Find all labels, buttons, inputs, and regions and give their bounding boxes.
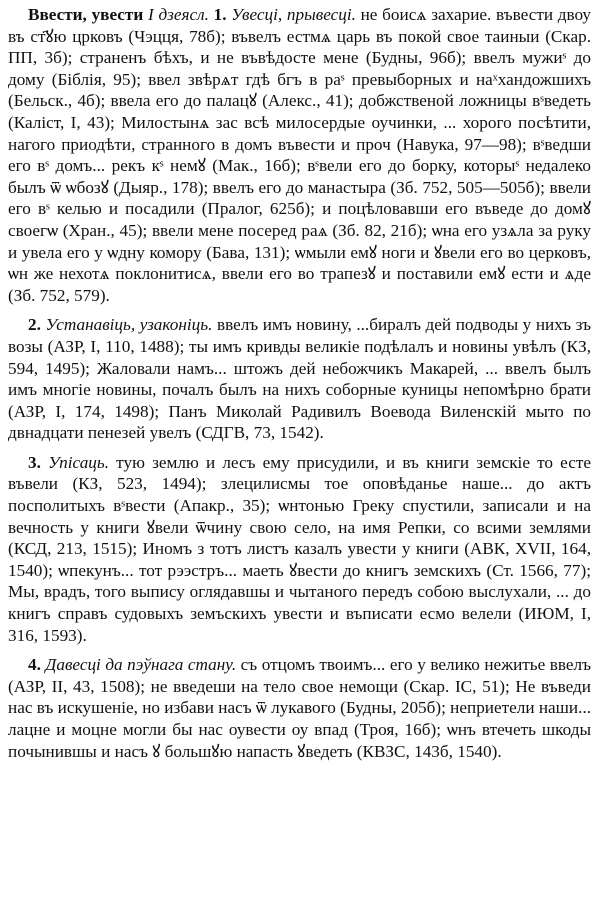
sense-citations: съ отцомъ твоимъ... его у велико нежитье ввелъ (АЗР, II, 43, 1508); не введеши на тело свое немощи (Скар. IC, 51); Не въведи нас въ искушенiе, но избави насъ ѿ лукавого (Будны, 205б); неприетели наши... лацне и моцне могли бы нас оувести оу впад (Троя, 16б); ѡнъ втечеть шкоды почынившы и насъ ꙋ большꙋю напасть ꙋведеть (КВЗС, 143б, 1540). — [8, 655, 591, 761]
sense-gloss: Устанавіць, узаконіць. — [45, 315, 213, 335]
grammar-note: I дзеясл. — [148, 5, 209, 24]
sense-number: 1. — [213, 5, 227, 24]
sense-citations: ввелъ имъ новину, ...биралъ дей подводы у нихъ зъ возы (АЗР, I, 110, 1488); ты имъ кривды великiе подѣлалъ и новины увѣлъ (КЗ, 594, 1495); Жаловали намъ... штожъ дей небожчикъ Макарей, ... ввелъ былъ имъ многiе новины, почалъ былъ на нихъ соборные куницы непомѣрно брати (АЗР, I, 174, 1498); Панъ Миколай Радивилъ Воевода Виленскiй мыто по двнадцати пенезей увелъ (СДГВ, 73, 1542). — [8, 315, 592, 443]
sense-gloss: Увесці, прывесці. — [231, 5, 356, 24]
sense-citations: тую землю и лесъ ему присудили, и въ книги земскiе то есте въвели (КЗ, 523, 1494); злецилисмы тое оповѣданье наше... до актъ посполитыхъ вˢвести (Апакр., 35); ѡнтонью Греку спустили, записали и на вечность у книги ꙋвели ѿчину свою село, на имя Репки, со всими землями (КСД, 213, 1515); Иномъ з тотъ листъ казалъ увести у книги (АВК, XVII, 164, 1540); ѡпекунъ... тот рээстръ... маеть ꙋвести до книгъ земскихъ (Ст. 1566, 77); Мы, врадъ, того выпису оглядавшы и чытаного передъ собою выслухали, ... до книгъ справъ судовыхъ земъскихъ увести и въписати есмо велели (ИЮМ, I, 316, 1593). — [8, 452, 591, 645]
sense-gloss: Давесці да пэўнага стану. — [45, 655, 237, 675]
sense-number: 3. — [28, 452, 41, 472]
sense-4 — [8, 654, 591, 762]
sense-number: 4. — [28, 655, 41, 675]
sense-number: 2. — [28, 315, 41, 335]
headword: Ввести, увести — [28, 5, 144, 24]
sense-citations: не боисѧ захарие. въвести двоу въ ст҃ꙋю црковъ (Чэцця, 78б); въвелъ естмѧ царь въ покой свое таиныи (Скар. ПП, 3б); страненъ бѣхъ, и не въвѣдосте мене (Будны, 96б); ввелъ мужиˢ до дому (Бiблiя, 95); ввел звѣрѧт гдѣ бгъ в раˢ превыборных и наˣхандожшихъ (Бельск., 4б); ввела его до палацꙋ (Алекс., 41); добжственой ложницы вˢведеть (Калiст, I, 43); Милостынѧ зас всѣ милосердые оучинки, ... хорого посѣтити, нагого приодѣти, странного в домъ въвести и проч (Навука, 97—98); вˢведши его вˢ домъ... рекъ кˢ немꙋ (Мак., 16б); вˢвели его до борку, которыˢ недалеко былъ ѿ ѡбозꙋ (Дыяр., 178); ввелъ его до манастыра (Зб. 752, 505—505б); ввели его вˢ келью и посадили (Пралог, 625б); и поцѣловавши его въведе до домꙋ своегѡ (Хран., 45); ввели мене посеред раѧ (Зб. 82, 21б); ѡна его узѧла за руку и увела его у ѡдну комору (Бава, 131); ѡмыли емꙋ ноги и ꙋвели его во церковъ, ѡн же нехотѧ поклонитисѧ, ввели его во трапезꙋ и поставили емꙋ ести и ѧде (Зб. 752, 579). — [8, 5, 592, 305]
sense-gloss: Упісаць. — [48, 452, 110, 472]
sense-1 — [8, 4, 591, 306]
sense-2 — [8, 314, 591, 444]
sense-3 — [8, 452, 591, 646]
